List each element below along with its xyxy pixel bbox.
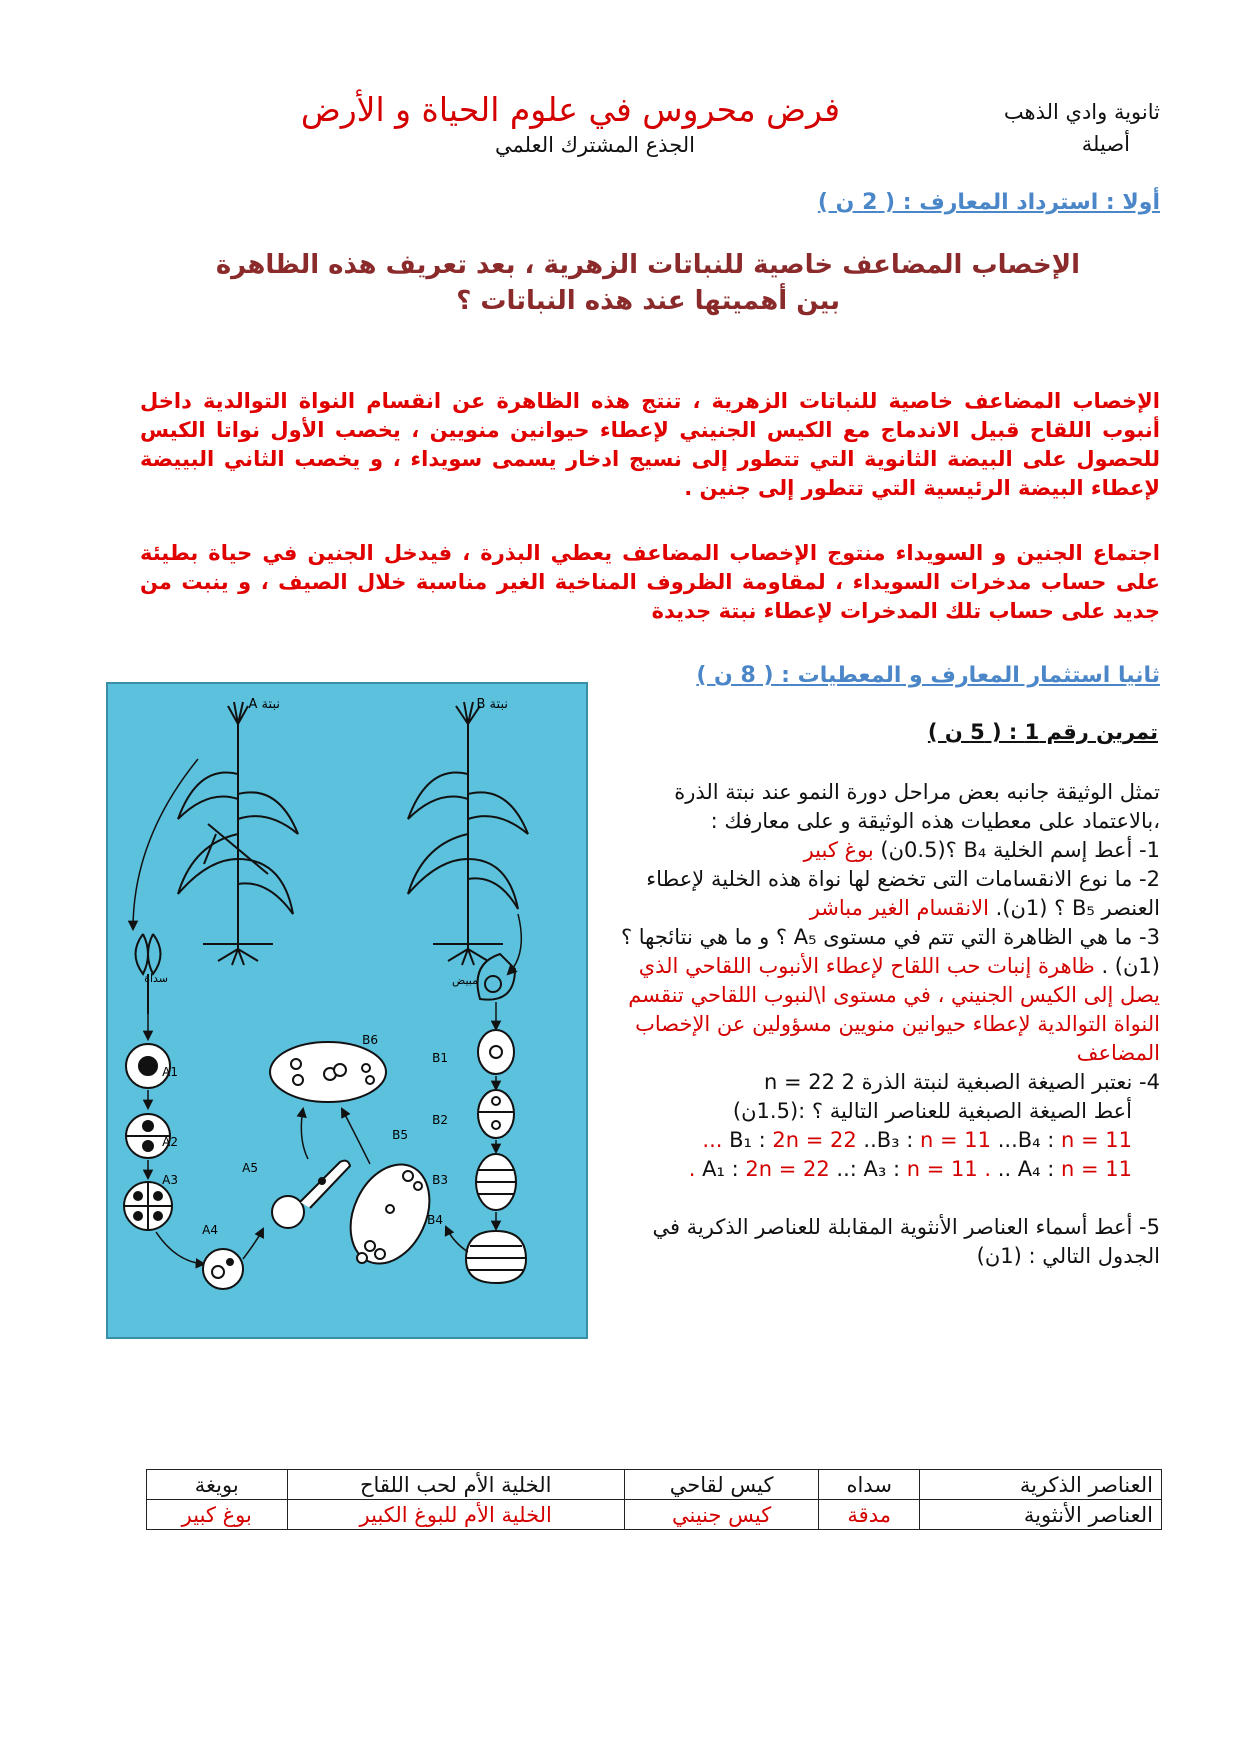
question-1 [620,836,1160,865]
value: n = 11 . [688,1157,1132,1181]
answer-2: الانقسام الغير مباشر [809,896,989,920]
question-2-text: 2- ما نوع الانقسامات التى تخضع لها نواة هذه الخلية لإعطاء العنصر B₅ ؟ (1ن). [646,867,1160,920]
cell-b4 [466,1231,526,1283]
table-row-female [147,1500,1162,1530]
cell-a2-label: A2 [162,1135,178,1149]
answer-3: ظاهرة إنبات حب اللقاح لإعطاء الأنبوب اللقاحي الذي يصل إلى الكيس الجنيني ، في مستوى ا\لنبوب اللقاحي تنقسم النواة التوالدية لإعطاء حيوانين منويين مسؤولين عن الإخصاب المضاعف [628,954,1160,1065]
label: A₁ : [702,1157,739,1181]
cell-b6-label: B6 [362,1033,378,1047]
exercise-title: تمرين رقم 1 : ( 5 ن ) [927,720,1158,744]
school-city: أصيلة [1081,132,1130,156]
part1-heading: أولا : استرداد المعارف : ( 2 ن ) [817,190,1160,215]
cell-a3-label: A3 [162,1173,178,1187]
cell-b1-label: B1 [432,1051,448,1065]
life-cycle-diagram [108,684,586,1337]
table-cell: سداه [819,1470,920,1500]
question-4-sub: أعط الصيغة الصبغية للعناصر التالية ؟ :(1.5ن) [732,1099,1132,1123]
table-cell: بوغ كبير [147,1500,288,1530]
table-cell: كيس جنيني [624,1500,818,1530]
question-4-row-1 [620,1126,1160,1155]
value: 2n = 22 [745,1157,830,1181]
cell-a1-label: A1 [162,1065,178,1079]
label: .. A₄ : [997,1157,1055,1181]
cell-b5-label: B5 [392,1128,408,1142]
label: ...B₄ : [997,1128,1055,1152]
table-header-female: العناصر الأنثوية [920,1500,1162,1530]
value: n = 11 [1061,1128,1132,1152]
plant-b-drawing [408,702,528,965]
cell-a5-label: A5 [242,1161,258,1175]
label: ..B₃ : [863,1128,914,1152]
exercise-intro: تمثل الوثيقة جانبه بعض مراحل دورة النمو عند نبتة الذرة ،بالاعتماد على معطيات هذه الوثيقة و على معارفك : [674,780,1160,833]
question-5: 5- أعط أسماء العناصر الأنثوية المقابلة للعناصر الذكرية في الجدول التالي : (1ن) [652,1215,1160,1268]
male-female-table [146,1469,1162,1530]
question-1-text: 1- أعط إسم الخلية B₄ ؟(0.5ن) [880,838,1160,862]
part1-question-line1: الإخصاب المضاعف خاصية للنباتات الزهرية ، بعد تعريف هذه الظاهرة [215,250,1080,280]
cell-b5 [335,1152,444,1277]
table-header-male: العناصر الذكرية [920,1470,1162,1500]
cell-b2 [478,1090,514,1138]
table-cell: الخلية الأم للبوغ الكبير [287,1500,624,1530]
plant-b-label: نبتة B [476,697,508,712]
exercise-questions [620,778,1160,1271]
cell-b3-label: B3 [432,1173,448,1187]
question-3 [620,923,1160,1068]
plant-a-drawing [178,702,298,965]
cell-a4 [203,1249,243,1289]
table-cell: مدقة [819,1500,920,1530]
table-cell: بويغة [147,1470,288,1500]
part1-answer-paragraph-2: اجتماع الجنين و السويداء منتوج الإخصاب المضاعف يعطي البذرة ، فيدخل الجنين في حياة بطيئة على حساب مدخرات السويداء ، لمقاومة الظروف المناخية الغير مناسبة خلال الصيف ، و ينبت من جديد على حساب تلك المدخرات لإعطاء نبتة جديدة [140,541,1160,623]
plant-a-label: نبتة A [248,697,280,712]
question-3-text: 3- ما هي الظاهرة التي تتم في مستوى A₅ ؟ و ما هي نتائجها ؟(1ن) . [620,925,1160,978]
value: n = 11 . [906,1157,992,1181]
cell-b2-label: B2 [432,1113,448,1127]
page-title: فرض محروس في علوم الحياة و الأرض [300,90,840,129]
part2-heading: ثانيا استثمار المعارف و المعطيات : ( 8 ن ) [696,663,1160,688]
part1-answer-paragraph-1: الإخصاب المضاعف خاصية للنباتات الزهرية ، تنتج هذه الظاهرة عن انقسام النواة التوالدية داخل أنبوب اللقاح قبيل الاندماج مع الكيس الجنيني لإعطاء حيوانين منويين ، يخصب الأول نواتا الكيس للحصول على البيضة الثانوية التي تتطور إلى نسيج ادخار يسمى سويداء ، و يخصب الثاني البييضة لإعطاء البيضة الرئيسية التي تتطور إلى جنين . [140,389,1160,500]
table-cell: الخلية الأم لحب اللقاح [287,1470,624,1500]
corn-life-cycle-figure [106,682,588,1339]
cell-b1 [478,1030,514,1074]
label: B₁ : [729,1128,766,1152]
ovary-label: مبيض [451,974,478,987]
cell-b3 [476,1154,516,1210]
cell-a5 [272,1161,350,1228]
label: ..: A₃ : [836,1157,901,1181]
stamen-label: سداة [144,972,168,985]
label: ... [702,1128,723,1152]
part1-question [120,247,1080,319]
cell-a4-label: A4 [202,1223,218,1237]
cell-a3 [124,1182,172,1230]
table-row-male [147,1470,1162,1500]
table-cell: كيس لقاحي [624,1470,818,1500]
question-4: 4- نعتبر الصيغة الصبغية لنبتة الذرة 2 n = 22 [763,1070,1160,1094]
question-4-row-2 [620,1155,1160,1184]
answer-1: بوغ كبير [803,838,874,862]
value: n = 11 [920,1128,992,1152]
cell-b4-label: B4 [427,1213,443,1227]
school-name: ثانوية وادي الذهب [1003,100,1160,124]
ovary-drawing [478,954,516,1000]
cell-b6 [270,1042,386,1102]
question-2 [620,865,1160,923]
value: 2n = 22 [772,1128,857,1152]
part1-question-line2: بين أهميتها عند هذه النباتات ؟ [456,286,840,316]
class-level: الجذع المشترك العلمي [495,133,695,157]
